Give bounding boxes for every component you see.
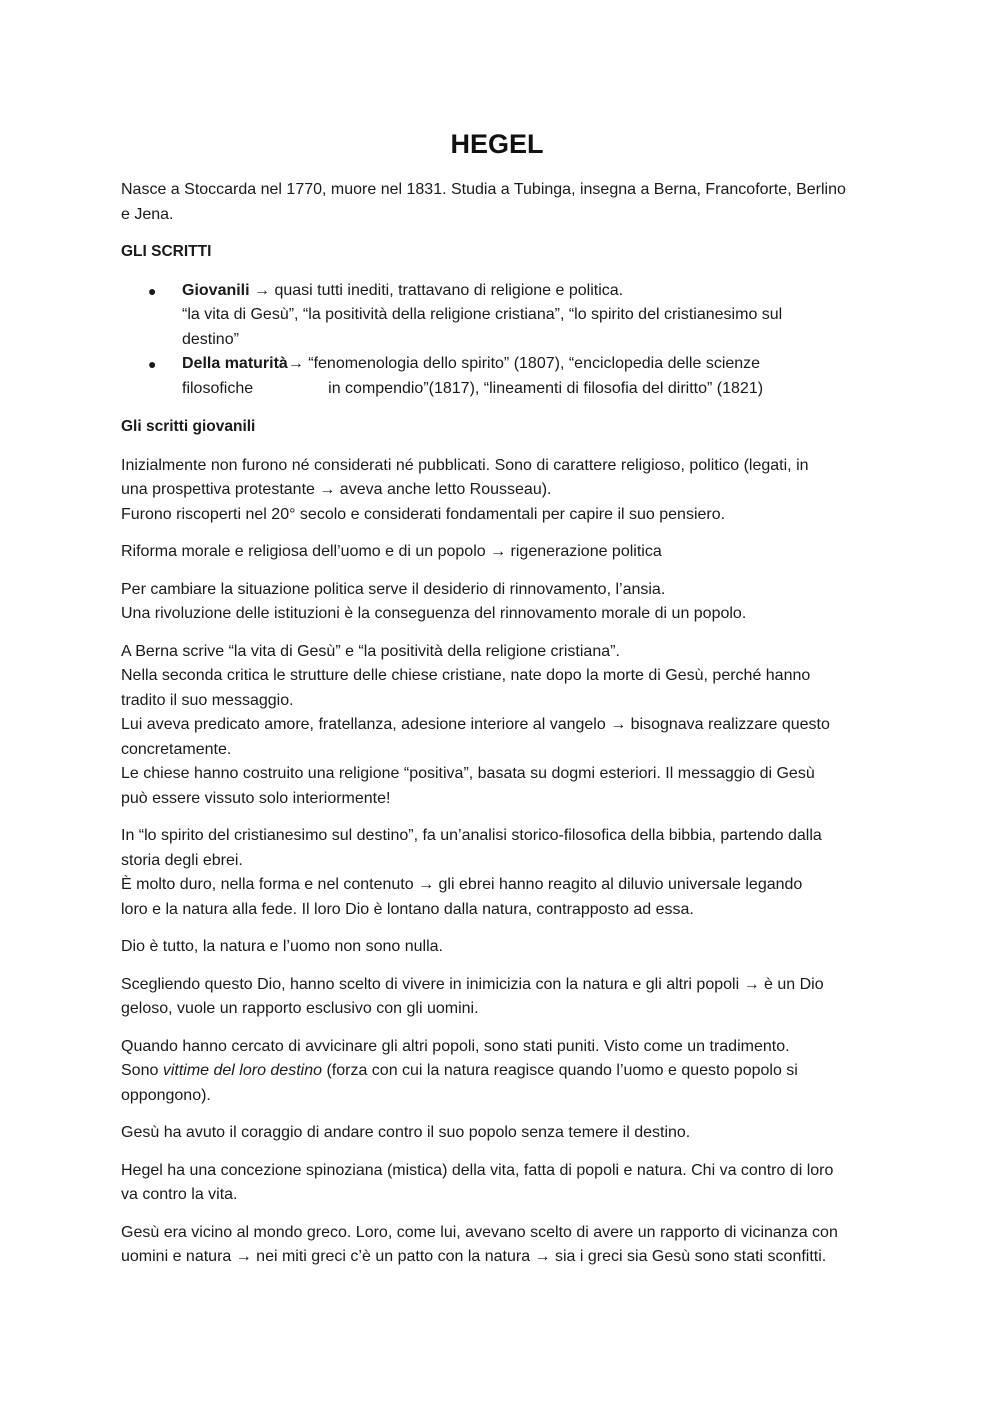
text-line [182,352,873,377]
text-line [121,1059,873,1084]
text-line: geloso, vuole un rapporto esclusivo con gli uomini. [121,1000,479,1017]
paragraph [121,973,873,1022]
text-line: Gesù era vicino al mondo greco. Loro, come lui, avevano scelto di avere un rapporto di vicinanza con [121,1223,838,1241]
text-line: oppongono). [121,1086,211,1104]
text-span: (forza con cui la natura reagisce quando l’uomo e questo popolo si [322,1062,798,1079]
bullet-icon: ● [148,356,157,372]
text-span: Sono [121,1062,163,1079]
intro-paragraph [121,178,873,227]
text-line: “la vita di Gesù”, “la positività della religione cristiana”, “lo spirito del cristianesimo sul [182,306,783,323]
text-line: una prospettiva protestante → aveva anche letto Rousseau). [121,481,552,498]
bullet-list [121,279,873,402]
text-line: Quando hanno cercato di avvicinare gli altri popoli, sono stati puniti. Visto come un tradimento. [121,1037,790,1055]
text-line: uomini e natura → nei miti greci c’è un patto con la natura → sia i greci sia Gesù sono stati sconfitti. [121,1248,827,1265]
bullet-text: → quasi tutti inediti, trattavano di religione e politica. [249,281,624,299]
text-line: Gesù ha avuto il coraggio di andare contro il suo popolo senza temere il destino. [121,1124,691,1141]
text-line: Una rivoluzione delle istituzioni è la conseguenza del rinnovamento morale di un popolo. [121,605,747,622]
section-heading-scritti-giovanili: Gli scritti giovanili [121,418,256,435]
bullet-text: filosofiche [182,379,254,397]
text-line: Per cambiare la situazione politica serve il desiderio di rinnovamento, l’ansia. [121,580,666,598]
document-title: HEGEL [450,129,544,159]
text-line: È molto duro, nella forma e nel contenuto → gli ebrei hanno reagito al diluvio universale legando [121,876,803,893]
section-heading-gli-scritti: GLI SCRITTI [121,243,212,260]
text-line: può essere vissuto solo interiormente! [121,789,391,807]
paragraph [121,540,873,565]
text-line: In “lo spirito del cristianesimo sul destino”, fa un’analisi storico-filosofica della bibbia, partendo dalla [121,827,822,844]
bullet-icon: ● [148,282,157,299]
bullet-item-maturita [121,352,873,401]
text-line: Scegliendo questo Dio, hanno scelto di vivere in inimicizia con la natura e gli altri popoli → è un Dio [121,975,824,993]
text-line: Furono riscoperti nel 20° secolo e considerati fondamentali per capire il suo pensiero. [121,505,726,523]
text-line: loro e la natura alla fede. Il loro Dio è lontano dalla natura, contrapposto ad essa. [121,900,694,918]
text-line: e Jena. [121,205,174,223]
text-line: va contro la vita. [121,1186,238,1203]
text-line: Riforma morale e religiosa dell’uomo e di un popolo → rigenerazione politica [121,543,662,560]
text-line: Lui aveva predicato amore, fratellanza, adesione interiore al vangelo → bisognava realizzare questo [121,716,830,733]
paragraph [121,1121,873,1146]
text-line [182,279,873,304]
text-line: Le chiese hanno costruito una religione “positiva”, basata su dogmi esteriori. Il messaggio di Gesù [121,765,815,782]
paragraph [121,640,873,812]
bullet-label: Giovanili [182,281,250,299]
text-line: Inizialmente non furono né considerati né pubblicati. Sono di carattere religioso, politico (legati, in [121,456,809,474]
text-line: concretamente. [121,740,232,758]
bullet-text: → “fenomenologia dello spirito” (1807), “enciclopedia delle scienze [287,355,761,372]
paragraph [121,1035,873,1109]
bullet-item-giovanili [121,279,873,353]
text-line: Nella seconda critica le strutture delle chiese cristiane, nate dopo la morte di Gesù, perché hanno [121,667,811,684]
text-line: Dio è tutto, la natura e l’uomo non sono nulla. [121,938,443,955]
text-line: Nasce a Stoccarda nel 1770, muore nel 1831. Studia a Tubinga, insegna a Berna, Francoforte, Berlino [121,181,846,198]
text-line: storia degli ebrei. [121,851,243,869]
paragraph [121,454,873,528]
text-line [182,377,873,402]
document-body [121,126,873,1283]
paragraph [121,1159,873,1208]
paragraph [121,578,873,627]
paragraph [121,935,873,960]
bullet-label: Della maturità [182,355,288,372]
bullet-text: in compendio”(1817), “lineamenti di filosofia del diritto” (1821) [328,379,764,397]
paragraph [121,1221,873,1270]
text-line: destino” [182,330,239,348]
text-line: A Berna scrive “la vita di Gesù” e “la positività della religione cristiana”. [121,642,620,660]
italic-phrase: vittime del loro destino [162,1062,322,1079]
text-line: tradito il suo messaggio. [121,691,294,709]
paragraph [121,824,873,922]
text-line: Hegel ha una concezione spinoziana (mistica) della vita, fatta di popoli e natura. Chi va contro di loro [121,1161,834,1179]
